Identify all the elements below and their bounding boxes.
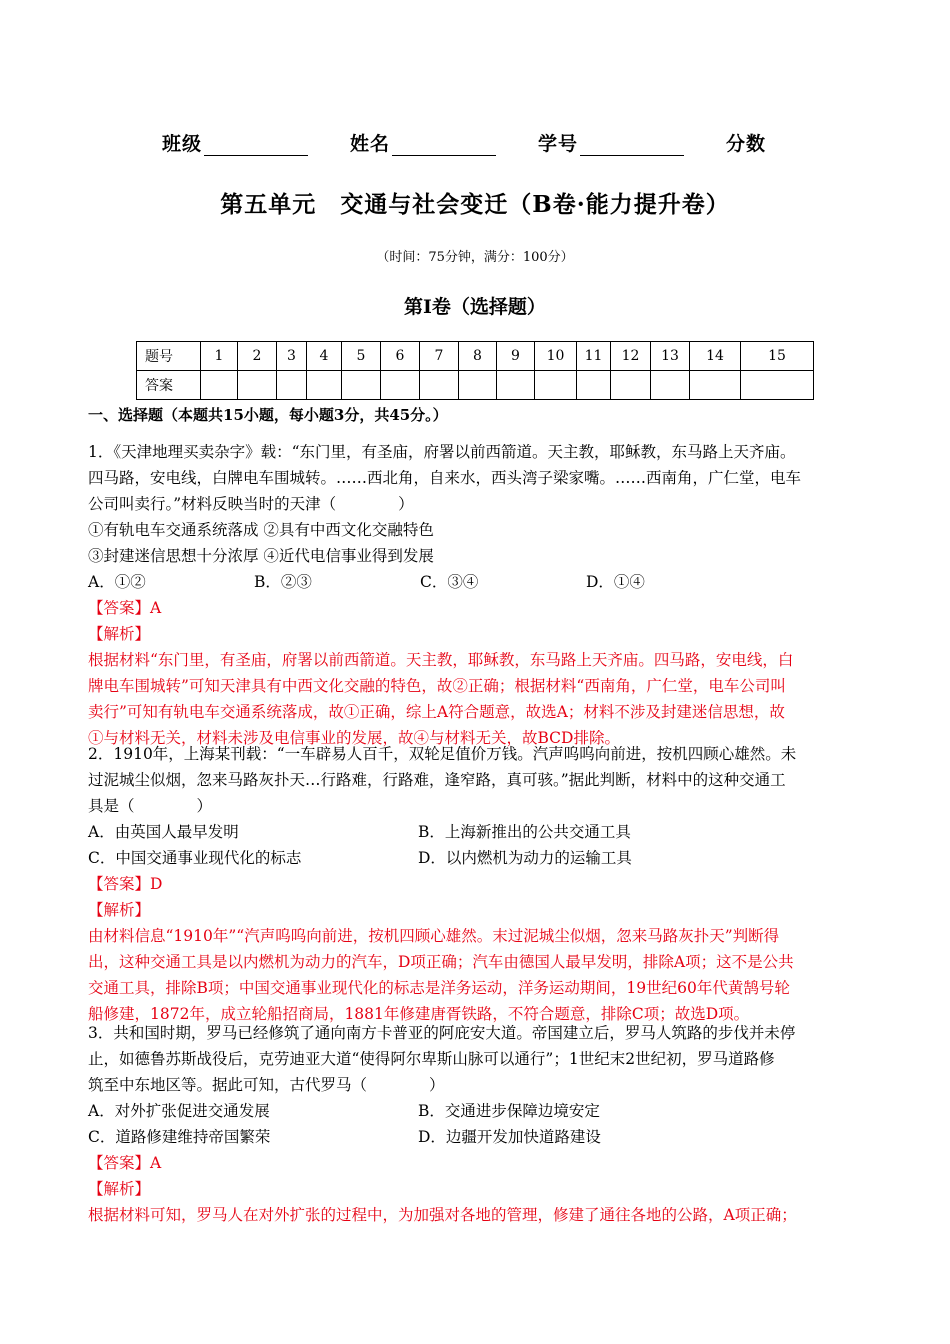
option-a[interactable]: A．①② — [88, 573, 146, 591]
question-number-row — [137, 342, 814, 371]
analysis-line: 出，这种交通工具是以内燃机为动力的汽车，D项正确；汽车由德国人最早发明，排除A项；这不是公共 — [88, 953, 794, 971]
answer-cell[interactable] — [381, 371, 420, 400]
answer-cell[interactable] — [307, 371, 342, 400]
student-id-blank[interactable] — [580, 135, 684, 156]
student-id-label: 学号 — [538, 133, 579, 155]
name-field[interactable] — [350, 129, 496, 156]
option-c[interactable]: C．中国交通事业现代化的标志 — [88, 849, 302, 867]
answer-label: 【答案】A — [88, 599, 162, 617]
option-a[interactable]: A．对外扩张促进交通发展 — [88, 1102, 270, 1120]
answer-label: 【答案】D — [88, 875, 163, 893]
grid-number: 5 — [342, 342, 381, 371]
options-row — [88, 569, 864, 595]
options-row — [88, 819, 864, 845]
options-row — [88, 1124, 864, 1150]
question-stem-line: 过泥城尘似烟，忽来马路灰扑天…行路难，行路难，逢窄路，真可骇。”据此判断，材料中的这种交通工 — [88, 771, 786, 789]
grid-number: 7 — [420, 342, 459, 371]
answer-cell[interactable] — [459, 371, 497, 400]
grid-number: 2 — [238, 342, 277, 371]
analysis-label: 【解析】 — [88, 1180, 151, 1198]
answer-cell[interactable] — [577, 371, 611, 400]
question-stem-line: 四马路，安电线，白牌电车围城转。……西北角，自来水，西头湾子梁家嘴。……西南角，广仁堂，电车 — [88, 469, 802, 487]
answer-cell[interactable] — [420, 371, 459, 400]
grid-number: 4 — [307, 342, 342, 371]
option-c[interactable]: C．③④ — [420, 573, 479, 591]
answer-header: 答案 — [137, 371, 201, 400]
analysis-line: 卖行”可知有轨电车交通系统落成，故①正确，综上A符合题意，故选A；材料不涉及封建迷信思想，故 — [88, 703, 785, 721]
question-stem-line: 1．《天津地理买卖杂字》载：“东门里，有圣庙，府署以前西箭道。天主教，耶稣教，东马路上天齐庙。 — [88, 443, 796, 461]
answer-cell[interactable] — [611, 371, 651, 400]
analysis-line: 由材料信息“1910年”“汽声呜呜向前进，按机四顾心雄然。末过泥城尘似烟，忽来马路灰扑天”判断得 — [88, 927, 780, 945]
option-d[interactable]: D．以内燃机为动力的运输工具 — [418, 849, 632, 867]
grid-number: 10 — [535, 342, 577, 371]
analysis-line: 船修建，1872年，成立轮船招商局，1881年修建唐胥铁路，不符合题意，排除C项；故选D项。 — [88, 1005, 750, 1023]
grid-number: 11 — [577, 342, 611, 371]
answer-cell[interactable] — [741, 371, 814, 400]
answer-grid — [136, 341, 814, 400]
student-id-field[interactable] — [538, 129, 684, 156]
grid-number: 9 — [497, 342, 535, 371]
analysis-line: 交通工具，排除B项；中国交通事业现代化的标志是洋务运动，洋务运动期间，19世纪60年代黄鹄号轮 — [88, 979, 790, 997]
class-label: 班级 — [162, 133, 203, 155]
option-a[interactable]: A．由英国人最早发明 — [88, 823, 239, 841]
question-stem-line: 筑至中东地区等。据此可知，古代罗马（ ） — [88, 1076, 445, 1094]
option-b[interactable]: B．交通进步保障边境安定 — [418, 1102, 600, 1120]
options-row — [88, 845, 864, 871]
question-1 — [88, 439, 864, 751]
grid-number: 14 — [690, 342, 741, 371]
grid-number: 3 — [277, 342, 307, 371]
grid-number: 12 — [611, 342, 651, 371]
section-title: 第Ⅰ卷（选择题） — [404, 296, 546, 318]
score-label: 分数 — [726, 133, 767, 155]
exam-duration-info: （时间：75分钟，满分：100分） — [376, 250, 574, 265]
grid-number: 1 — [201, 342, 238, 371]
analysis-line: 根据材料可知，罗马人在对外扩张的过程中，为加强对各地的管理，修建了通往各地的公路，A项正确； — [88, 1206, 797, 1224]
option-c[interactable]: C．道路修建维持帝国繁荣 — [88, 1128, 271, 1146]
option-d[interactable]: D．边疆开发加快道路建设 — [418, 1128, 601, 1146]
option-d[interactable]: D．①④ — [586, 573, 645, 591]
options-row — [88, 1098, 864, 1124]
name-label: 姓名 — [350, 133, 391, 155]
question-stem-line: 具是（ ） — [88, 797, 213, 815]
class-field[interactable] — [162, 129, 308, 156]
question-stem-line: 3．共和国时期，罗马已经修筑了通向南方卡普亚的阿庇安大道。帝国建立后，罗马人筑路的步伐并未停 — [88, 1024, 796, 1042]
analysis-line: ①与材料无关，材料未涉及电信事业的发展，故④与材料无关，故BCD排除。 — [88, 729, 620, 747]
student-info-row — [162, 126, 802, 156]
statement-line: ①有轨电车交通系统落成 ②具有中西文化交融特色 — [88, 521, 434, 539]
grid-number: 6 — [381, 342, 420, 371]
statement-line: ③封建迷信思想十分浓厚 ④近代电信事业得到发展 — [88, 547, 434, 565]
analysis-label: 【解析】 — [88, 901, 151, 919]
grid-number: 8 — [459, 342, 497, 371]
question-stem-line: 止，如德鲁苏斯战役后，克劳迪亚大道“使得阿尔卑斯山脉可以通行”；1世纪末2世纪初，罗马道路修 — [88, 1050, 775, 1068]
question-3 — [88, 1020, 864, 1228]
question-2 — [88, 741, 864, 1027]
answer-cell[interactable] — [651, 371, 690, 400]
answer-cell[interactable] — [277, 371, 307, 400]
grid-number: 13 — [651, 342, 690, 371]
answer-cell[interactable] — [342, 371, 381, 400]
answer-label: 【答案】A — [88, 1154, 162, 1172]
grid-number: 15 — [741, 342, 814, 371]
page-title: 第五单元 交通与社会变迁（B卷·能力提升卷） — [220, 191, 730, 218]
class-blank[interactable] — [204, 135, 308, 156]
answer-cell[interactable] — [497, 371, 535, 400]
part-heading: 一、选择题（本题共15小题，每小题3分，共45分。） — [88, 406, 448, 424]
question-number-header: 题号 — [137, 342, 201, 371]
analysis-line: 根据材料“东门里，有圣庙，府署以前西箭道。天主教，耶稣教，东马路上天齐庙。四马路，安电线，白 — [88, 651, 794, 669]
answer-row — [137, 371, 814, 400]
answer-cell[interactable] — [201, 371, 238, 400]
option-b[interactable]: B．上海新推出的公共交通工具 — [418, 823, 631, 841]
answer-cell[interactable] — [535, 371, 577, 400]
score-field — [726, 129, 766, 156]
answer-cell[interactable] — [690, 371, 741, 400]
answer-cell[interactable] — [238, 371, 277, 400]
name-blank[interactable] — [392, 135, 496, 156]
question-stem-line: 2．1910年，上海某刊载：“一车辟易人百千，双轮足值价万钱。汽声呜呜向前进，按机四顾心雄然。未 — [88, 745, 797, 763]
analysis-line: 牌电车围城转”可知天津具有中西文化交融的特色，故②正确；根据材料“西南角，广仁堂，电车公司叫 — [88, 677, 786, 695]
question-stem-line: 公司叫卖行。”材料反映当时的天津（ ） — [88, 495, 414, 513]
analysis-label: 【解析】 — [88, 625, 151, 643]
option-b[interactable]: B．②③ — [254, 573, 312, 591]
